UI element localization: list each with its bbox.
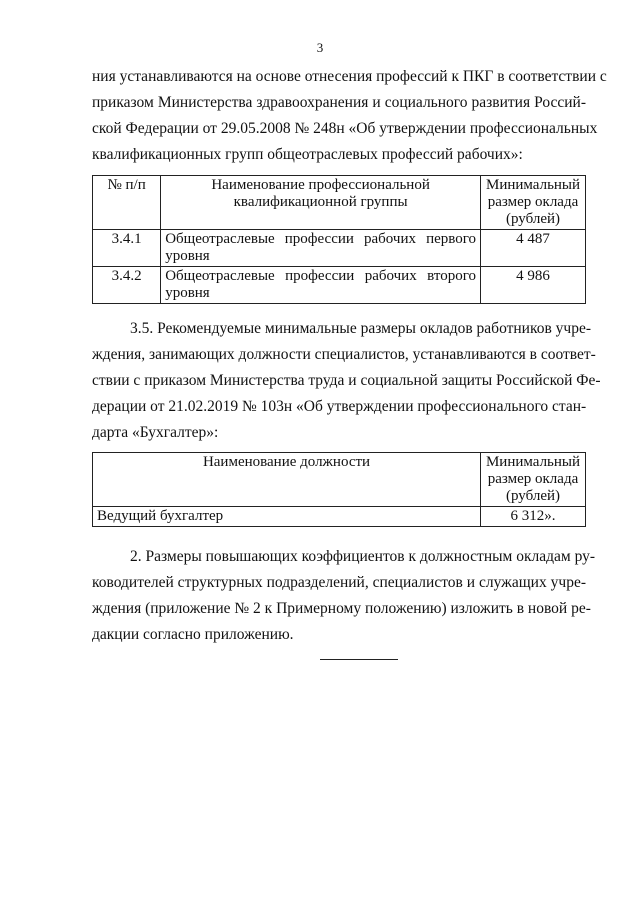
end-divider-line	[320, 659, 398, 660]
paragraph-coefficients	[92, 544, 596, 648]
header-group-name: Наименование профессиональной квалификационной группы	[161, 176, 481, 230]
paragraph-line: дарта «Бухгалтер»:	[92, 424, 219, 441]
paragraph-line: ния устанавливаются на основе отнесения профессий к ПКГ в соответствии с	[92, 68, 607, 85]
row-min-salary: 4 986	[481, 267, 586, 304]
paragraph-line: ководителей структурных подразделений, специалистов и служащих учре-	[92, 574, 586, 591]
row-number: 3.4.2	[93, 267, 161, 304]
header-min-salary: Минимальный размер оклада (рублей)	[481, 176, 586, 230]
header-number: № п/п	[93, 176, 161, 230]
paragraph-line: ждения (приложение № 2 к Примерному положению) изложить в новой ре-	[92, 600, 591, 617]
paragraph-line: 2. Размеры повышающих коэффициентов к должностным окладам ру-	[130, 548, 596, 565]
row-position-name: Ведущий бухгалтер	[93, 507, 481, 527]
paragraph-line: ской Федерации от 29.05.2008 № 248н «Об утверждении профессиональных	[92, 120, 598, 137]
row-group-name: Общеотраслевые профессии рабочих второго уровня	[161, 267, 481, 304]
table-header-row	[93, 453, 586, 507]
row-group-name: Общеотраслевые профессии рабочих первого уровня	[161, 230, 481, 267]
paragraph-line: квалификационных групп общеотраслевых профессий рабочих»:	[92, 146, 523, 163]
page-number: 3	[316, 40, 324, 55]
header-position-name: Наименование должности	[93, 453, 481, 507]
paragraph-pkg-intro	[92, 64, 607, 168]
paragraph-line: ждения, занимающих должности специалистов, устанавливаются в соответ-	[92, 346, 596, 363]
table-row	[93, 507, 586, 527]
paragraph-line: приказом Министерства здравоохранения и социального развития Россий-	[92, 94, 586, 111]
paragraph-line: ствии с приказом Министерства труда и социальной защиты Российской Фе-	[92, 372, 601, 389]
paragraph-line: дерации от 21.02.2019 № 103н «Об утверждении профессионального стан-	[92, 398, 587, 415]
table-header-row	[93, 176, 586, 230]
header-min-salary: Минимальный размер оклада (рублей)	[481, 453, 586, 507]
table-row	[93, 267, 586, 304]
paragraph-line: дакции согласно приложению.	[92, 626, 294, 643]
paragraph-specialists	[92, 316, 601, 446]
table-row	[93, 230, 586, 267]
pkg-salary-table	[92, 175, 586, 304]
paragraph-line: 3.5. Рекомендуемые минимальные размеры окладов работников учре-	[130, 320, 592, 337]
row-min-salary: 6 312».	[481, 507, 586, 527]
row-min-salary: 4 487	[481, 230, 586, 267]
position-salary-table	[92, 452, 586, 527]
row-number: 3.4.1	[93, 230, 161, 267]
